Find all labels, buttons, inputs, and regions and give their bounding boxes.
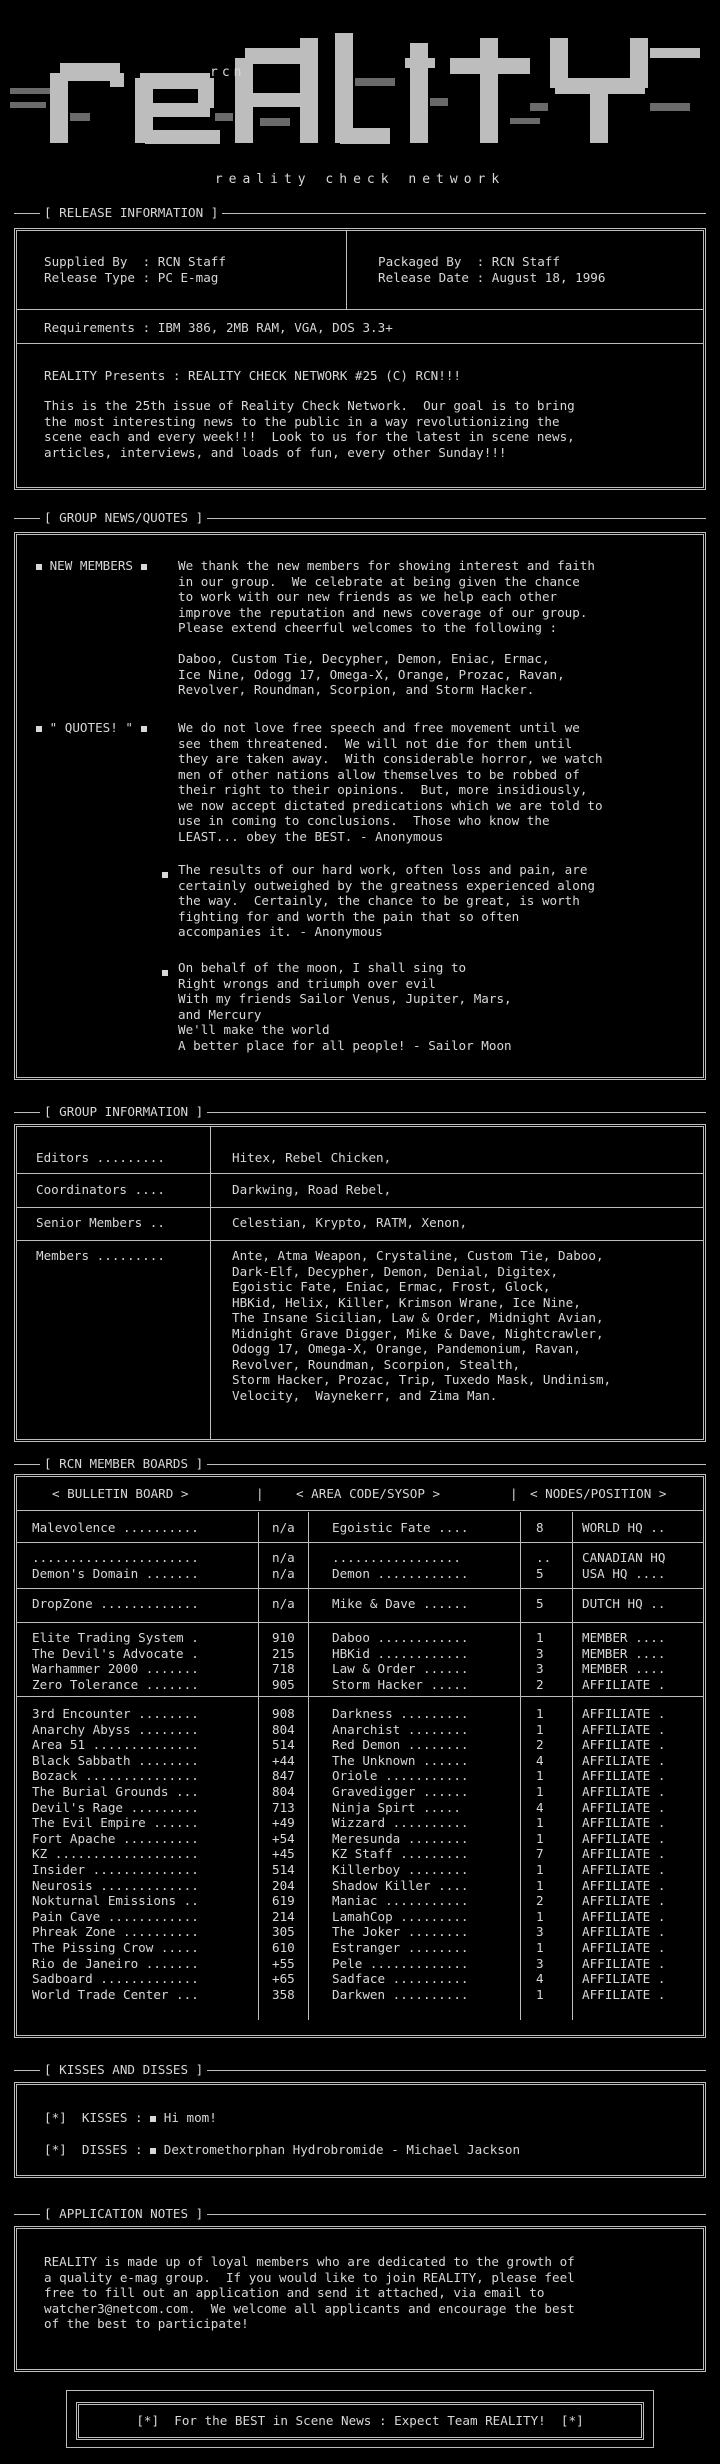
bullet-icon <box>162 872 168 878</box>
area-code: 619 <box>272 1893 295 1909</box>
new-members-label: NEW MEMBERS <box>36 558 147 574</box>
nodes: 1 <box>536 1862 544 1877</box>
position: AFFILIATE . <box>582 1940 666 1955</box>
nodes: 1 <box>536 1830 544 1846</box>
sysop: Anarchist ........ <box>332 1721 469 1737</box>
area-code: +65 <box>272 1971 295 1987</box>
nodes: 1 <box>536 1768 544 1784</box>
quote-1: We do not love free speech and free movement until we see them threatened. We will not die for them until they are taken away. With considerable horror, we watch men of other nations allow themselves to be robbed of their right to their opinions. But, more insidiously, we now accept dictated predications which we are told to use in coming to conclusions. Those who know the LEAST... obey the BEST. - Anonymous <box>178 720 603 844</box>
sep-icon: | <box>510 1486 518 1501</box>
sysop: Shadow Killer .... <box>332 1877 469 1893</box>
sysop: Law & Order ...... <box>332 1661 469 1677</box>
sysop: Maniac ........... <box>332 1893 469 1909</box>
nodes: 4 <box>536 1799 544 1815</box>
board-name: Area 51 .............. <box>32 1737 199 1753</box>
board-name: The Pissing Crow ..... <box>32 1940 199 1955</box>
sysop: ................. <box>332 1550 461 1565</box>
senior-members-label: Senior Members .. <box>36 1215 165 1230</box>
kisses-box <box>14 2082 706 2178</box>
sysop: Wizzard .......... <box>332 1815 469 1831</box>
nodes: 1 <box>536 1721 544 1737</box>
kisses-header: [ KISSES AND DISSES ] <box>40 2062 207 2078</box>
board-name: The Devil's Advocate . <box>32 1645 199 1661</box>
sysop: Estranger ........ <box>332 1940 469 1955</box>
sysop: Meresunda ........ <box>332 1830 469 1846</box>
bullet-icon <box>141 726 147 732</box>
sysop: LamahCop ......... <box>332 1908 469 1924</box>
area-code: +54 <box>272 1830 295 1846</box>
position: AFFILIATE . <box>582 1784 666 1799</box>
bullet-icon <box>162 970 168 976</box>
nodes: 5 <box>536 1596 544 1611</box>
sysop: Pele ............. <box>332 1955 469 1971</box>
board-name: Pain Cave ............ <box>32 1908 199 1924</box>
nodes: 2 <box>536 1893 544 1909</box>
board-name: Phreak Zone .......... <box>32 1924 199 1940</box>
sysop: Red Demon ........ <box>332 1737 469 1753</box>
position: CANADIAN HQ <box>582 1550 666 1565</box>
senior-members-value: Celestian, Krypto, RATM, Xenon, <box>232 1215 468 1230</box>
area-code: n/a <box>272 1565 295 1581</box>
board-name: Sadboard ............. <box>32 1971 199 1987</box>
nodes: 7 <box>536 1846 544 1862</box>
area-code: 804 <box>272 1784 295 1799</box>
area-code: 905 <box>272 1676 295 1692</box>
area-code: +44 <box>272 1752 295 1768</box>
presents-line: REALITY Presents : REALITY CHECK NETWORK #25 (C) RCN!!! <box>44 368 462 383</box>
position: AFFILIATE . <box>582 1799 666 1815</box>
app-body: REALITY is made up of loyal members who are dedicated to the growth of a quality e-mag group. If you would like to join REALITY, please feel free to fill out an application and send it attached, via email to watcher3@netcom.com. We welcome all applicants and encourage the best of the best to participate! <box>44 2254 575 2331</box>
new-members-text: We thank the new members for showing interest and faith in our group. We celebrate at being given the chance to work with our new friends as we help each other improve the reputation and news coverage of our group. Please extend cheerful welcomes to the following : Daboo, Custom Tie, Decypher, Demon, Eniac, Ermac, Ice Nine, Odogg 17, Omega-X, Orange, Prozac, Ravan, Revolver, Roundman, Scorpion, and Storm Hacker. <box>178 558 596 697</box>
position: AFFILIATE . <box>582 1955 666 1971</box>
nodes: 2 <box>536 1737 544 1753</box>
board-name: Elite Trading System . <box>32 1630 199 1645</box>
nodes: 3 <box>536 1955 544 1971</box>
sysop: Daboo ............ <box>332 1630 469 1645</box>
position: AFFILIATE . <box>582 1924 666 1940</box>
board-name: Nokturnal Emissions .. <box>32 1893 199 1909</box>
position: USA HQ .... <box>582 1565 666 1581</box>
packaged-by: Packaged By : RCN Staff <box>378 254 560 269</box>
position: WORLD HQ .. <box>582 1520 666 1535</box>
sysop: Darkness ......... <box>332 1706 469 1721</box>
col-nodes: < NODES/POSITION > <box>530 1486 667 1501</box>
nodes: 3 <box>536 1924 544 1940</box>
area-code: +45 <box>272 1846 295 1862</box>
row-divider <box>17 1542 703 1543</box>
area-code: 713 <box>272 1799 295 1815</box>
sysop: Storm Hacker ..... <box>332 1676 469 1692</box>
disses-line: [*] DISSES : Dextromethorphan Hydrobromide - Michael Jackson <box>44 2142 521 2157</box>
requirements: Requirements : IBM 386, 2MB RAM, VGA, DOS 3.3+ <box>44 320 393 335</box>
release-type: Release Type : PC E-mag <box>44 270 219 285</box>
tagline: reality check network <box>214 172 506 187</box>
area-code: +55 <box>272 1955 295 1971</box>
sep-icon: | <box>256 1486 264 1501</box>
position: AFFILIATE . <box>582 1815 666 1831</box>
footer-text: [*] For the BEST in Scene News : Expect Team REALITY! [*] <box>136 2413 584 2428</box>
nodes: 5 <box>536 1565 544 1581</box>
position: AFFILIATE . <box>582 1752 666 1768</box>
board-name: Black Sabbath ........ <box>32 1752 199 1768</box>
area-code: 514 <box>272 1862 295 1877</box>
board-name: KZ ................... <box>32 1846 199 1862</box>
area-code: 204 <box>272 1877 295 1893</box>
board-name: Fort Apache .......... <box>32 1830 199 1846</box>
kisses-line: [*] KISSES : Hi mom! <box>44 2110 217 2125</box>
area-code: 847 <box>272 1768 295 1784</box>
board-name: Rio de Janeiro ....... <box>32 1955 199 1971</box>
area-code: 305 <box>272 1924 295 1940</box>
col-bulletin-board: < BULLETIN BOARD > <box>52 1486 189 1501</box>
members-value: Ante, Atma Weapon, Crystaline, Custom Tie, Daboo, Dark-Elf, Decypher, Demon, Denial, Digitex, Egoistic Fate, Eniac, Ermac, Frost, Glock, HBKid, Helix, Killer, Krimson Wrane, Ice Nine, The Insane Sicilian, Law & Order, Midnight Avian, Midnight Grave Digger, Mike & Dave, Nightcrawler, Odogg 17, Omega-X, Orange, Pandemonium, Ravan, Revolver, Roundman, Scorpion, Stealth, Storm Hacker, Prozac, Trip, Tuxedo Mask, Undinism, Velocity, Waynekerr, and Zima Man. <box>232 1248 612 1403</box>
nodes: 4 <box>536 1971 544 1987</box>
supplied-by: Supplied By : RCN Staff <box>44 254 226 269</box>
position: AFFILIATE . <box>582 1768 666 1784</box>
nodes: .. <box>536 1550 552 1565</box>
col-area-code: < AREA CODE/SYSOP > <box>296 1486 441 1501</box>
area-code: 215 <box>272 1645 295 1661</box>
board-name: Malevolence .......... <box>32 1520 199 1535</box>
nodes: 1 <box>536 1940 544 1955</box>
area-code: n/a <box>272 1520 295 1535</box>
board-name: World Trade Center ... <box>32 1986 199 2002</box>
members-label: Members ......... <box>36 1248 165 1263</box>
position: AFFILIATE . <box>582 1862 666 1877</box>
board-name: 3rd Encounter ........ <box>32 1706 199 1721</box>
area-code: 358 <box>272 1986 295 2002</box>
nodes: 1 <box>536 1784 544 1799</box>
quote-3: On behalf of the moon, I shall sing to Right wrongs and triumph over evil With my friends Sailor Venus, Jupiter, Mars, and Mercury We'll make the world A better place for all people! - Sailor Moon <box>178 960 512 1053</box>
sysop: Darkwen .......... <box>332 1986 469 2002</box>
position: AFFILIATE . <box>582 1846 666 1862</box>
board-name: The Evil Empire ...... <box>32 1815 199 1831</box>
area-code: n/a <box>272 1596 295 1611</box>
sysop: The Unknown ...... <box>332 1752 469 1768</box>
sysop: Egoistic Fate .... <box>332 1520 469 1535</box>
sysop: KZ Staff ......... <box>332 1846 469 1862</box>
area-code: +49 <box>272 1815 295 1831</box>
sysop: Oriole ........... <box>332 1768 469 1784</box>
board-name: Devil's Rage ......... <box>32 1799 199 1815</box>
position: AFFILIATE . <box>582 1877 666 1893</box>
group-header: [ GROUP INFORMATION ] <box>40 1104 207 1120</box>
sysop: Sadface .......... <box>332 1971 469 1987</box>
sysop: HBKid ............ <box>332 1645 469 1661</box>
board-name: The Burial Grounds ... <box>32 1784 199 1799</box>
position: AFFILIATE . <box>582 1721 666 1737</box>
app-header: [ APPLICATION NOTES ] <box>40 2206 207 2222</box>
sysop: Killerboy ........ <box>332 1862 469 1877</box>
board-name: Bozack ............... <box>32 1768 199 1784</box>
position: DUTCH HQ .. <box>582 1596 666 1611</box>
position: AFFILIATE . <box>582 1971 666 1987</box>
nodes: 3 <box>536 1645 544 1661</box>
position: AFFILIATE . <box>582 1908 666 1924</box>
row-divider <box>17 1622 703 1623</box>
sysop: Ninja Spirt ..... <box>332 1799 461 1815</box>
position: AFFILIATE . <box>582 1830 666 1846</box>
board-name: ...................... <box>32 1550 199 1565</box>
nodes: 1 <box>536 1706 544 1721</box>
area-code: 804 <box>272 1721 295 1737</box>
editors-label: Editors ......... <box>36 1150 165 1165</box>
bullet-icon <box>141 564 147 570</box>
board-name: Demon's Domain ....... <box>32 1565 199 1581</box>
area-code: 214 <box>272 1908 295 1924</box>
area-code: 718 <box>272 1661 295 1677</box>
nodes: 4 <box>536 1752 544 1768</box>
nodes: 1 <box>536 1908 544 1924</box>
nodes: 8 <box>536 1520 544 1535</box>
coordinators-value: Darkwing, Road Rebel, <box>232 1182 392 1197</box>
board-name: Neurosis ............. <box>32 1877 199 1893</box>
sysop: Gravedigger ...... <box>332 1784 469 1799</box>
nodes: 1 <box>536 1815 544 1831</box>
area-code: 610 <box>272 1940 295 1955</box>
nodes: 1 <box>536 1877 544 1893</box>
board-name: Zero Tolerance ....... <box>32 1676 199 1692</box>
news-header: [ GROUP NEWS/QUOTES ] <box>40 510 207 526</box>
board-name: Insider .............. <box>32 1862 199 1877</box>
boards-header: [ RCN MEMBER BOARDS ] <box>40 1456 207 1472</box>
release-body: This is the 25th issue of Reality Check Network. Our goal is to bring the most interesting news to the public in a way revolutionizing the scene each and every week!!! Look to us for the latest in scene news, articles, interviews, and loads of fun, every other Sunday!!! <box>44 398 575 460</box>
reality-logo <box>10 18 710 168</box>
sysop: The Joker ........ <box>332 1924 469 1940</box>
quotes-label: " QUOTES! " <box>36 720 147 736</box>
nodes: 2 <box>536 1676 544 1692</box>
position: MEMBER .... <box>582 1661 666 1677</box>
row-divider <box>17 1696 703 1697</box>
position: AFFILIATE . <box>582 1986 666 2002</box>
position: AFFILIATE . <box>582 1737 666 1753</box>
position: MEMBER .... <box>582 1645 666 1661</box>
area-code: 514 <box>272 1737 295 1753</box>
quote-2: The results of our hard work, often loss and pain, are certainly outweighed by the greatness experienced along the way. Certainly, the chance to be great, is worth fighting for and worth the pain that so often accompanies it. - Anonymous <box>178 862 596 939</box>
area-code: 908 <box>272 1706 295 1721</box>
logo-small-text: rcn <box>210 65 246 80</box>
release-header: [ RELEASE INFORMATION ] <box>40 205 222 221</box>
position: AFFILIATE . <box>582 1893 666 1909</box>
position: AFFILIATE . <box>582 1706 666 1721</box>
board-name: Warhammer 2000 ....... <box>32 1661 199 1677</box>
position: MEMBER .... <box>582 1630 666 1645</box>
board-name: Anarchy Abyss ........ <box>32 1721 199 1737</box>
coordinators-label: Coordinators .... <box>36 1182 165 1197</box>
row-divider <box>17 1588 703 1589</box>
nodes: 1 <box>536 1630 544 1645</box>
area-code: 910 <box>272 1630 295 1645</box>
sysop: Mike & Dave ...... <box>332 1596 469 1611</box>
release-date: Release Date : August 18, 1996 <box>378 270 606 285</box>
sysop: Demon ............ <box>332 1565 469 1581</box>
nodes: 3 <box>536 1661 544 1677</box>
area-code: n/a <box>272 1550 295 1565</box>
editors-value: Hitex, Rebel Chicken, <box>232 1150 392 1165</box>
nodes: 1 <box>536 1986 544 2002</box>
board-name: DropZone ............. <box>32 1596 199 1611</box>
position: AFFILIATE . <box>582 1676 666 1692</box>
